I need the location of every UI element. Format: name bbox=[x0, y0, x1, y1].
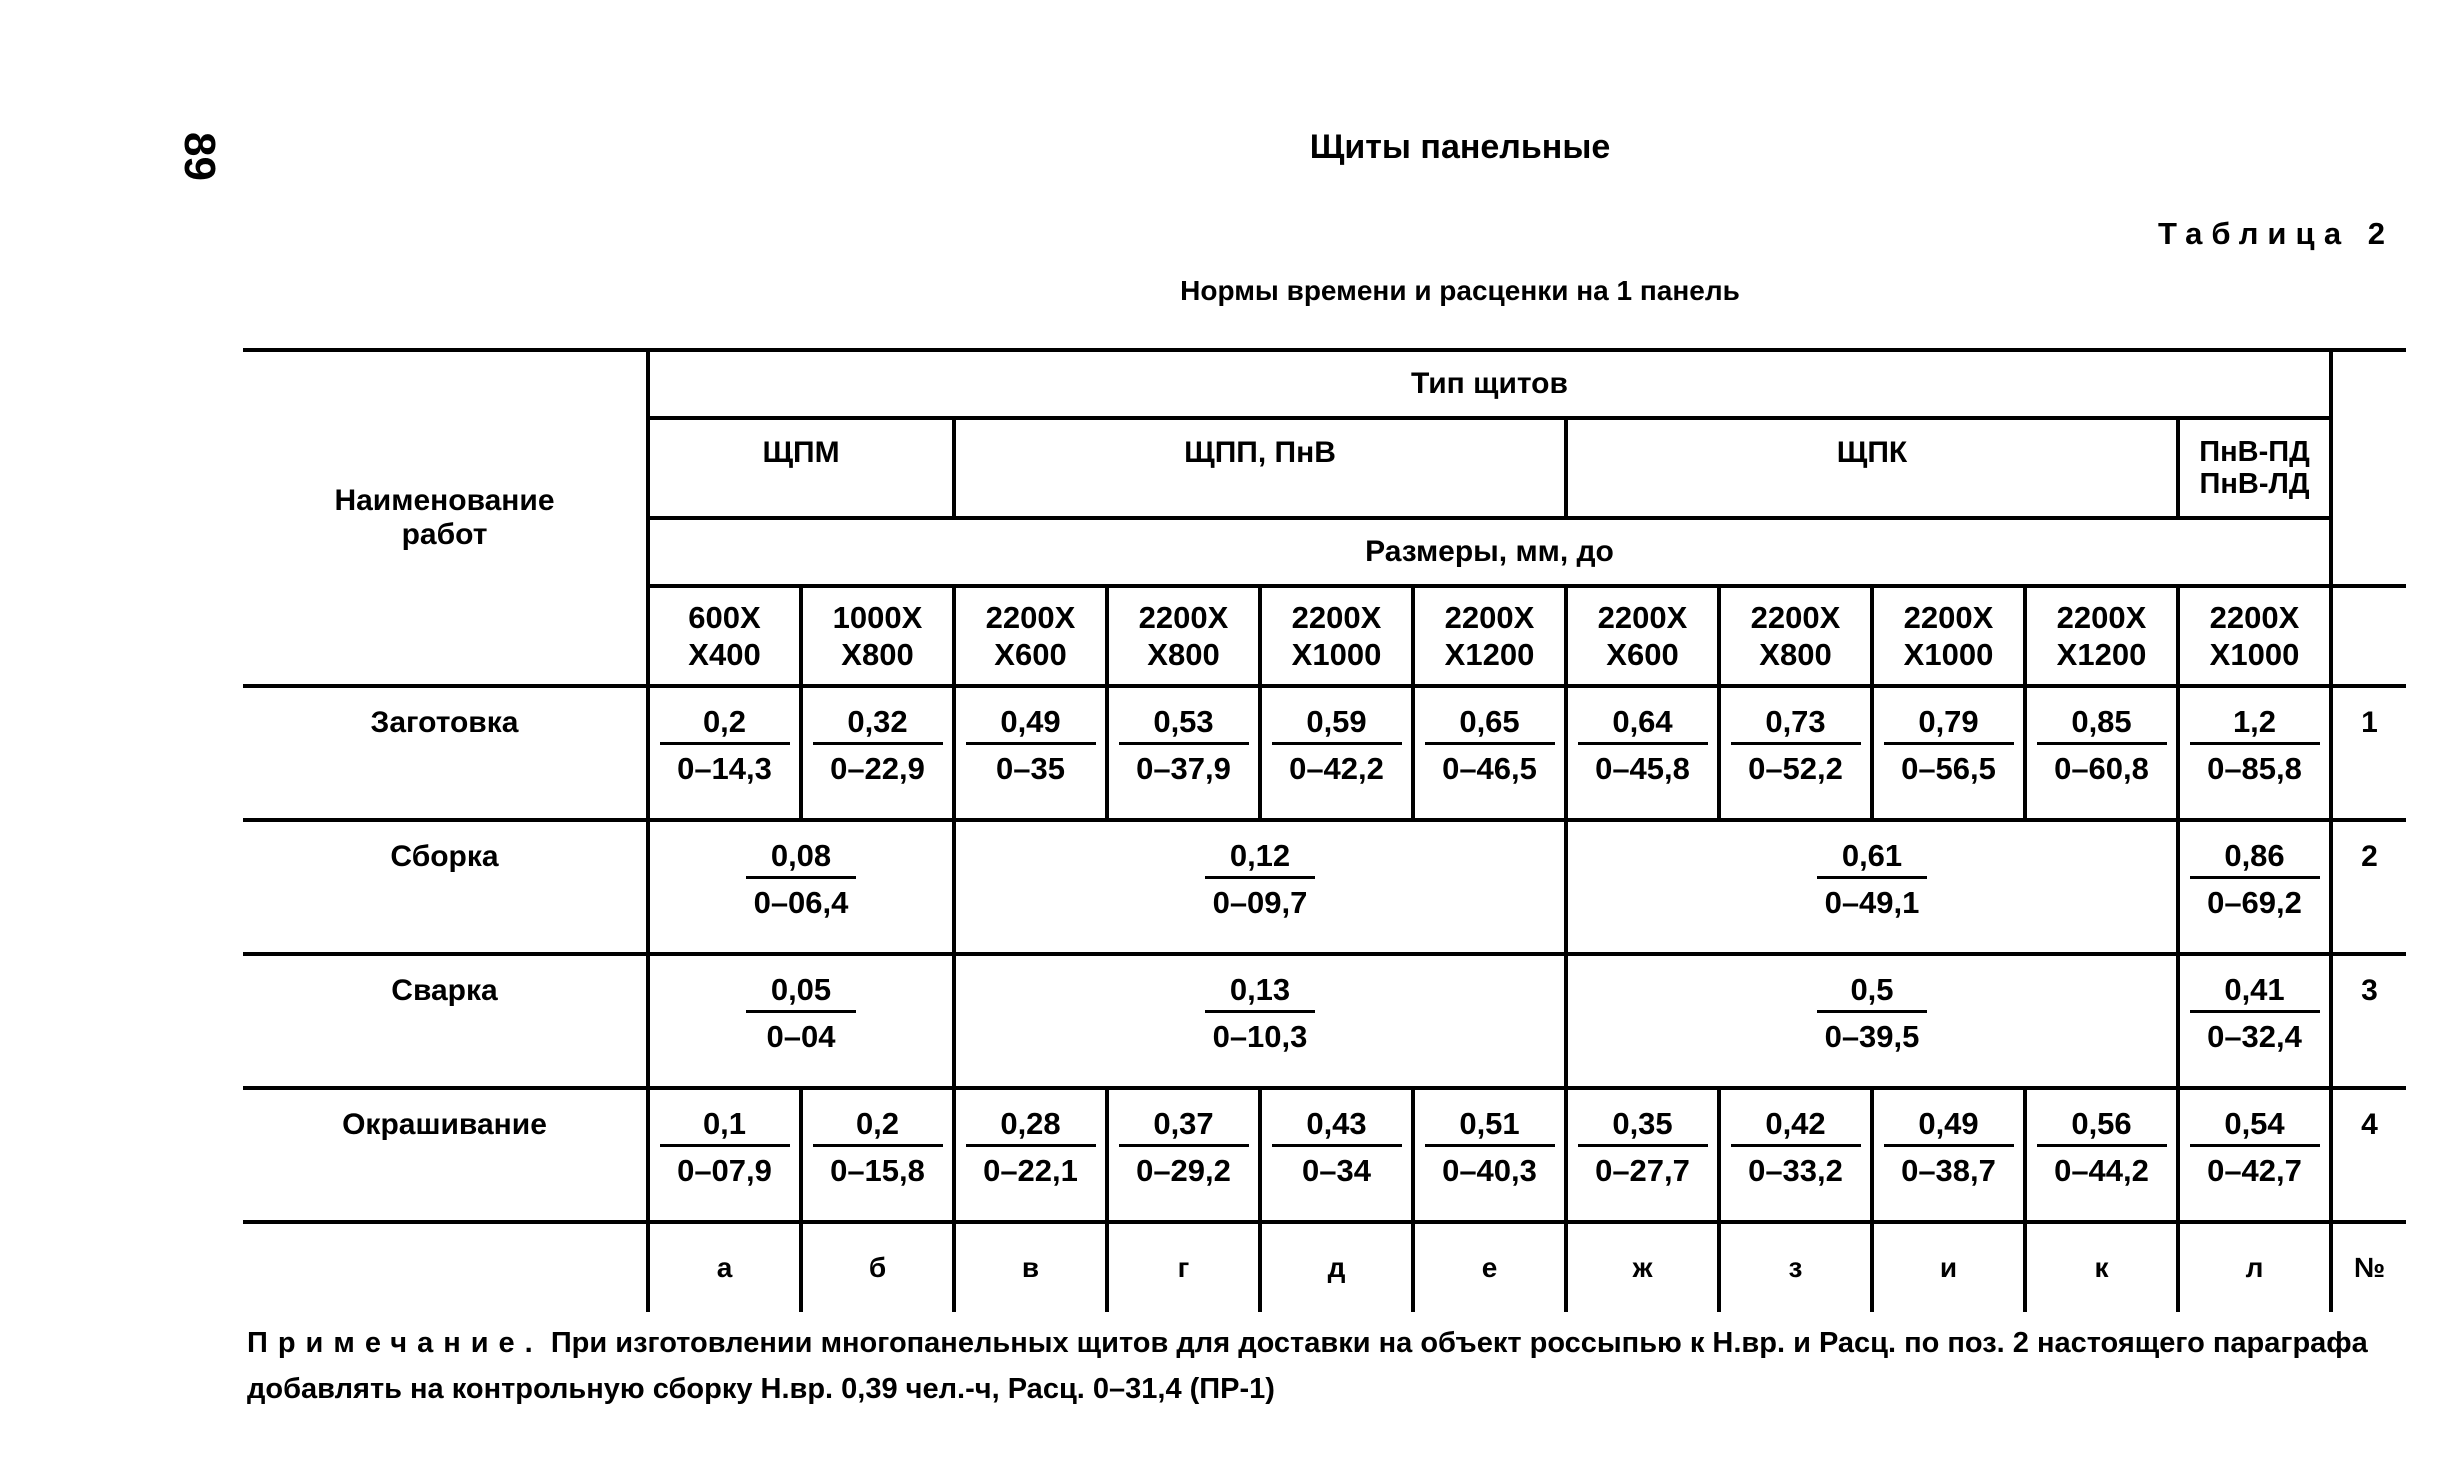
price-rate: 0–60,8 bbox=[2054, 751, 2149, 786]
column-letters-row bbox=[243, 1222, 2406, 1312]
time-norm: 0,56 bbox=[2071, 1106, 2132, 1141]
section-title: Щиты панельные bbox=[1309, 128, 1611, 166]
column-letter: г bbox=[1107, 1222, 1260, 1312]
column-letter: з bbox=[1719, 1222, 1872, 1312]
size-header: 2200Х Х1200 bbox=[2025, 586, 2178, 686]
column-letter: д bbox=[1260, 1222, 1413, 1312]
rate-fraction bbox=[746, 838, 856, 921]
price-rate: 0–56,5 bbox=[1901, 751, 1996, 786]
price-rate: 0–42,7 bbox=[2207, 1153, 2302, 1188]
price-rate: 0–22,1 bbox=[983, 1153, 1078, 1188]
rate-cell bbox=[2178, 954, 2331, 1088]
rate-cell bbox=[1107, 686, 1260, 820]
rate-cell bbox=[648, 1088, 801, 1222]
rate-cell bbox=[1872, 1088, 2025, 1222]
price-rate: 0–38,7 bbox=[1901, 1153, 1996, 1188]
rate-fraction bbox=[746, 972, 856, 1055]
time-norm: 0,5 bbox=[1850, 972, 1894, 1007]
rate-fraction bbox=[1578, 1106, 1708, 1189]
size-header: 2200Х Х600 bbox=[1566, 586, 1719, 686]
rate-fraction bbox=[1817, 972, 1927, 1055]
time-norm: 0,41 bbox=[2224, 972, 2285, 1007]
rate-cell bbox=[2025, 686, 2178, 820]
price-rate: 0–44,2 bbox=[2054, 1153, 2149, 1188]
price-rate: 0–34 bbox=[1302, 1153, 1371, 1188]
rate-fraction bbox=[2190, 972, 2320, 1055]
note-text: При изготовлении многопанельных щитов для доставки на объект россыпью к Н.вр. и Расц. по поз. 2 настоящего параграфа добавлять на контрольную сборку Н.вр. 0,39 чел.-ч, Расц. 0–31,4 (ПР-1) bbox=[247, 1327, 2368, 1405]
rate-cell bbox=[648, 686, 801, 820]
size-header: 2200Х Х600 bbox=[954, 586, 1107, 686]
type-shchpp: ЩПП, ПнВ bbox=[954, 418, 1566, 518]
header-no-spacer bbox=[2331, 350, 2406, 418]
time-norm: 0,32 bbox=[847, 704, 908, 739]
rate-fraction bbox=[1731, 704, 1861, 787]
rate-fraction bbox=[966, 704, 1096, 787]
price-rate: 0–15,8 bbox=[830, 1153, 925, 1188]
row-number: 4 bbox=[2331, 1088, 2406, 1222]
time-norm: 1,2 bbox=[2232, 704, 2277, 739]
size-header: 2200Х Х1000 bbox=[2178, 586, 2331, 686]
price-rate: 0–45,8 bbox=[1595, 751, 1690, 786]
rate-fraction bbox=[1205, 972, 1315, 1055]
row-number: 1 bbox=[2331, 686, 2406, 820]
rate-cell bbox=[2178, 1088, 2331, 1222]
rate-fraction bbox=[1578, 704, 1708, 787]
time-norm: 0,13 bbox=[1229, 972, 1291, 1007]
rate-fraction bbox=[1731, 1106, 1861, 1189]
header-no-spacer bbox=[2331, 586, 2406, 686]
table-caption: Нормы времени и расценки на 1 панель bbox=[1180, 275, 1740, 306]
rate-cell bbox=[1413, 686, 1566, 820]
time-norm: 0,61 bbox=[1841, 838, 1903, 873]
rate-fraction bbox=[1272, 1106, 1402, 1189]
row-number: 2 bbox=[2331, 820, 2406, 954]
price-rate: 0–06,4 bbox=[753, 885, 849, 920]
rate-fraction bbox=[1425, 704, 1555, 787]
time-norm: 0,49 bbox=[1918, 1106, 1979, 1141]
rate-fraction bbox=[660, 1106, 790, 1189]
rate-cell bbox=[1260, 1088, 1413, 1222]
size-header: 2200Х Х1200 bbox=[1413, 586, 1566, 686]
rate-cell bbox=[1413, 1088, 1566, 1222]
price-rate: 0–69,2 bbox=[2207, 885, 2302, 920]
time-norm: 0,85 bbox=[2071, 704, 2132, 739]
price-rate: 0–85,8 bbox=[2207, 751, 2302, 786]
work-name: Окрашивание bbox=[243, 1088, 648, 1222]
work-name: Заготовка bbox=[243, 686, 648, 820]
type-pnv-pd: ПнВ-ПД ПнВ-ЛД bbox=[2178, 418, 2331, 518]
column-letter: б bbox=[801, 1222, 954, 1312]
time-norm: 0,73 bbox=[1765, 704, 1826, 739]
rate-fraction bbox=[1884, 704, 2014, 787]
rate-fraction bbox=[1119, 1106, 1249, 1189]
column-letter: в bbox=[954, 1222, 1107, 1312]
time-norm: 0,1 bbox=[702, 1106, 747, 1141]
rate-cell bbox=[648, 820, 954, 954]
rate-fraction bbox=[1272, 704, 1402, 787]
price-rate: 0–49,1 bbox=[1824, 885, 1920, 920]
rate-fraction bbox=[2037, 704, 2167, 787]
header-sizes-group: Размеры, мм, до bbox=[648, 518, 2331, 586]
time-norm: 0,05 bbox=[770, 972, 832, 1007]
price-rate: 0–07,9 bbox=[677, 1153, 772, 1188]
table-row bbox=[243, 820, 2406, 954]
time-norm: 0,65 bbox=[1459, 704, 1520, 739]
letters-row-blank bbox=[243, 1222, 648, 1312]
type-shchpk: ЩПК bbox=[1566, 418, 2178, 518]
time-norm: 0,49 bbox=[1000, 704, 1061, 739]
rate-cell bbox=[954, 686, 1107, 820]
column-letter: и bbox=[1872, 1222, 2025, 1312]
price-rate: 0–40,3 bbox=[1442, 1153, 1537, 1188]
rate-fraction bbox=[813, 1106, 943, 1189]
work-name: Сварка bbox=[243, 954, 648, 1088]
type-shchpm: ЩПМ bbox=[648, 418, 954, 518]
rate-cell bbox=[1566, 686, 1719, 820]
header-type-group: Тип щитов bbox=[648, 350, 2331, 418]
price-rate: 0–33,2 bbox=[1748, 1153, 1843, 1188]
price-rate: 0–32,4 bbox=[2207, 1019, 2302, 1054]
norms-table bbox=[243, 348, 2406, 1312]
time-norm: 0,35 bbox=[1612, 1106, 1673, 1141]
rate-fraction bbox=[1205, 838, 1315, 921]
rate-fraction bbox=[1119, 704, 1249, 787]
rate-fraction bbox=[2190, 704, 2320, 787]
rate-cell bbox=[648, 954, 954, 1088]
size-header: 2200Х Х800 bbox=[1107, 586, 1260, 686]
rate-cell bbox=[954, 820, 1566, 954]
rate-cell bbox=[1719, 1088, 1872, 1222]
column-letter: ж bbox=[1566, 1222, 1719, 1312]
time-norm: 0,42 bbox=[1765, 1106, 1826, 1141]
size-header: 600Х Х400 bbox=[648, 586, 801, 686]
page-number: 89 bbox=[175, 132, 224, 181]
price-rate: 0–04 bbox=[766, 1019, 836, 1054]
price-rate: 0–46,5 bbox=[1442, 751, 1537, 786]
size-header: 2200Х Х800 bbox=[1719, 586, 1872, 686]
table-row bbox=[243, 686, 2406, 820]
size-header: 2200Х Х1000 bbox=[1260, 586, 1413, 686]
column-letter: л bbox=[2178, 1222, 2331, 1312]
price-rate: 0–39,5 bbox=[1824, 1019, 1920, 1054]
rate-cell bbox=[2025, 1088, 2178, 1222]
header-no-spacer bbox=[2331, 518, 2406, 586]
row-number: 3 bbox=[2331, 954, 2406, 1088]
time-norm: 0,59 bbox=[1306, 704, 1367, 739]
rate-cell bbox=[1566, 820, 2178, 954]
rate-fraction bbox=[1884, 1106, 2014, 1189]
price-rate: 0–09,7 bbox=[1212, 885, 1308, 920]
time-norm: 0,54 bbox=[2224, 1106, 2285, 1141]
rate-fraction bbox=[660, 704, 790, 787]
rate-fraction bbox=[1817, 838, 1927, 921]
rate-cell bbox=[801, 686, 954, 820]
rate-cell bbox=[1107, 1088, 1260, 1222]
time-norm: 0,37 bbox=[1153, 1106, 1214, 1141]
time-norm: 0,64 bbox=[1612, 704, 1673, 739]
price-rate: 0–27,7 bbox=[1595, 1153, 1690, 1188]
header-work-name: Наименование работ bbox=[243, 350, 648, 686]
rate-fraction bbox=[2190, 838, 2320, 921]
rate-cell bbox=[1566, 1088, 1719, 1222]
price-rate: 0–29,2 bbox=[1136, 1153, 1231, 1188]
price-rate: 0–52,2 bbox=[1748, 751, 1843, 786]
time-norm: 0,2 bbox=[855, 1106, 900, 1141]
table-row bbox=[243, 954, 2406, 1088]
header-no-spacer bbox=[2331, 418, 2406, 518]
no-label: № bbox=[2353, 1252, 2386, 1283]
note bbox=[247, 1320, 2417, 1412]
time-norm: 0,08 bbox=[770, 838, 832, 873]
time-norm: 0,12 bbox=[1229, 838, 1291, 873]
column-letter: к bbox=[2025, 1222, 2178, 1312]
time-norm: 0,53 bbox=[1153, 704, 1214, 739]
rate-fraction bbox=[1425, 1106, 1555, 1189]
price-rate: 0–10,3 bbox=[1212, 1019, 1308, 1054]
price-rate: 0–22,9 bbox=[830, 751, 925, 786]
time-norm: 0,43 bbox=[1306, 1106, 1367, 1141]
table-row bbox=[243, 1088, 2406, 1222]
table-label: Таблица 2 bbox=[2157, 216, 2394, 251]
column-letter: е bbox=[1413, 1222, 1566, 1312]
rate-cell bbox=[1719, 686, 1872, 820]
size-header: 1000Х Х800 bbox=[801, 586, 954, 686]
rate-cell bbox=[801, 1088, 954, 1222]
rate-fraction bbox=[813, 704, 943, 787]
column-letter: а bbox=[648, 1222, 801, 1312]
time-norm: 0,51 bbox=[1459, 1106, 1520, 1141]
rate-cell bbox=[1260, 686, 1413, 820]
price-rate: 0–35 bbox=[996, 751, 1065, 786]
rate-cell bbox=[1566, 954, 2178, 1088]
work-name: Сборка bbox=[243, 820, 648, 954]
rate-cell bbox=[2178, 686, 2331, 820]
time-norm: 0,86 bbox=[2224, 838, 2285, 873]
rate-cell bbox=[954, 1088, 1107, 1222]
note-label: Примечание. bbox=[247, 1327, 543, 1359]
time-norm: 0,28 bbox=[1000, 1106, 1061, 1141]
time-norm: 0,2 bbox=[702, 704, 747, 739]
size-header: 2200Х Х1000 bbox=[1872, 586, 2025, 686]
rate-fraction bbox=[966, 1106, 1096, 1189]
rate-cell bbox=[2178, 820, 2331, 954]
price-rate: 0–42,2 bbox=[1289, 751, 1384, 786]
rate-fraction bbox=[2190, 1106, 2320, 1189]
price-rate: 0–37,9 bbox=[1136, 751, 1231, 786]
rate-cell bbox=[954, 954, 1566, 1088]
price-rate: 0–14,3 bbox=[677, 751, 772, 786]
rate-cell bbox=[1872, 686, 2025, 820]
time-norm: 0,79 bbox=[1918, 704, 1979, 739]
rate-fraction bbox=[2037, 1106, 2167, 1189]
